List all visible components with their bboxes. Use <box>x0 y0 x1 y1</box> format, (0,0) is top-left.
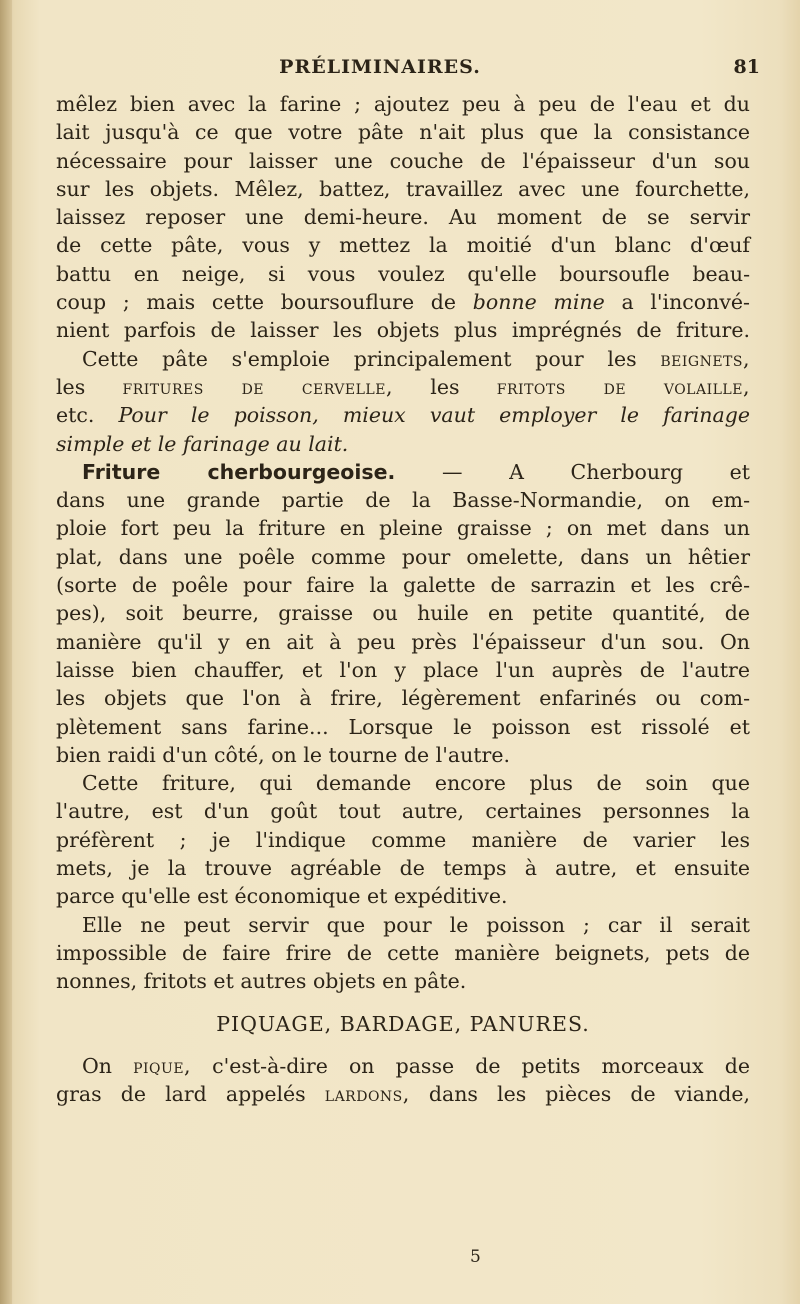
text-line: plètement sans farine... Lorsque le poisson est rissolé et <box>56 714 750 739</box>
text-line: (sorte de poêle pour faire la galette de sarrazin et les crê- <box>56 573 750 598</box>
italic-phrase: Pour le poisson, mieux vaut employer le farinage <box>118 403 750 428</box>
section-heading: PIQUAGE, BARDAGE, PANURES. <box>216 1011 590 1036</box>
text-line: Elle ne peut servir que pour le poisson ; car il serait <box>82 912 750 937</box>
text-line: Cette friture, qui demande encore plus de soin que <box>82 771 750 796</box>
page-number: 81 <box>733 56 760 78</box>
text-line: manière qu'il y en ait à peu près l'épaisseur d'un sou. On <box>56 629 750 654</box>
signature-mark: 5 <box>470 1247 481 1267</box>
small-caps-term: beignets, <box>660 346 750 371</box>
text-span: gras de lard appelés <box>56 1082 306 1107</box>
small-caps-term: fritots de volaille, <box>496 374 750 399</box>
text-line: nonnes, fritots et autres objets en pâte. <box>56 969 467 994</box>
text-line: l'autre, est d'un goût tout autre, certaines personnes la <box>56 799 750 824</box>
text-span: On <box>82 1053 113 1078</box>
text-line: laissez reposer une demi-heure. Au moment de se servir <box>56 205 750 230</box>
text-span: dans les pièces de viande, <box>428 1082 750 1107</box>
text-line <box>56 288 750 316</box>
page-header <box>60 56 760 86</box>
italic-phrase: simple et le farinage au lait. <box>56 431 349 456</box>
text-span: coup ; mais cette boursouflure de <box>56 290 457 315</box>
text-line: nécessaire pour laisser une couche de l'épaisseur d'un sou <box>56 148 750 173</box>
text-line: lait jusqu'à ce que votre pâte n'ait plus que la consistance <box>56 120 750 145</box>
text-line <box>56 458 750 486</box>
text-line: nient parfois de laisser les objets plus imprégnés de friture. <box>56 318 750 343</box>
text-line <box>56 1080 750 1108</box>
small-caps-term: lardons, <box>324 1082 410 1107</box>
text-line: dans une grande partie de la Basse-Normandie, on em- <box>56 488 750 513</box>
text-line: préfèrent ; je l'indique comme manière de varier les <box>56 827 750 852</box>
text-line: parce qu'elle est économique et expéditive. <box>56 884 508 909</box>
text-span: les <box>430 374 460 399</box>
text-span: — A Cherbourg et <box>441 459 750 484</box>
small-caps-term: pique, <box>133 1053 192 1078</box>
text-span: Cette pâte s'emploie principalement pour les <box>82 346 637 371</box>
text-line: de cette pâte, vous y mettez la moitié d'un blanc d'œuf <box>56 233 750 258</box>
text-line: bien raidi d'un côté, on le tourne de l'autre. <box>56 742 510 767</box>
text-line: mets, je la trouve agréable de temps à autre, et ensuite <box>56 856 750 881</box>
running-head: PRÉLIMINAIRES. <box>279 56 481 78</box>
text-line <box>56 345 750 373</box>
text-line: impossible de faire frire de cette manière beignets, pets de <box>56 940 750 965</box>
text-span: a l'inconvé- <box>621 290 750 315</box>
body-text <box>56 90 750 1108</box>
text-line <box>56 401 750 429</box>
text-span: les <box>56 374 86 399</box>
text-line: pes), soit beurre, graisse ou huile en petite quantité, de <box>56 601 750 626</box>
italic-phrase: bonne mine <box>472 290 605 315</box>
text-line <box>56 1052 750 1080</box>
text-span: etc. <box>56 403 95 428</box>
run-in-heading: Friture cherbourgeoise. <box>82 459 396 484</box>
text-line <box>56 373 750 401</box>
text-line: mêlez bien avec la farine ; ajoutez peu à peu de l'eau et du <box>56 92 750 116</box>
text-line <box>56 430 750 458</box>
text-line: sur les objets. Mêlez, battez, travaillez avec une fourchette, <box>56 176 750 201</box>
text-span: c'est-à-dire on passe de petits morceaux de <box>212 1053 750 1078</box>
page-spine-edge <box>0 0 12 1304</box>
text-line: battu en neige, si vous voulez qu'elle boursoufle beau- <box>56 261 750 286</box>
text-line: laisse bien chauffer, et l'on y place l'un auprès de l'autre <box>56 657 750 682</box>
text-line: plat, dans une poêle comme pour omelette, dans un hêtier <box>56 544 750 569</box>
text-line: ploie fort peu la friture en pleine graisse ; on met dans un <box>56 516 750 541</box>
small-caps-term: fritures de cervelle, <box>122 374 393 399</box>
text-line: les objets que l'on à frire, légèrement enfarinés ou com- <box>56 686 750 711</box>
